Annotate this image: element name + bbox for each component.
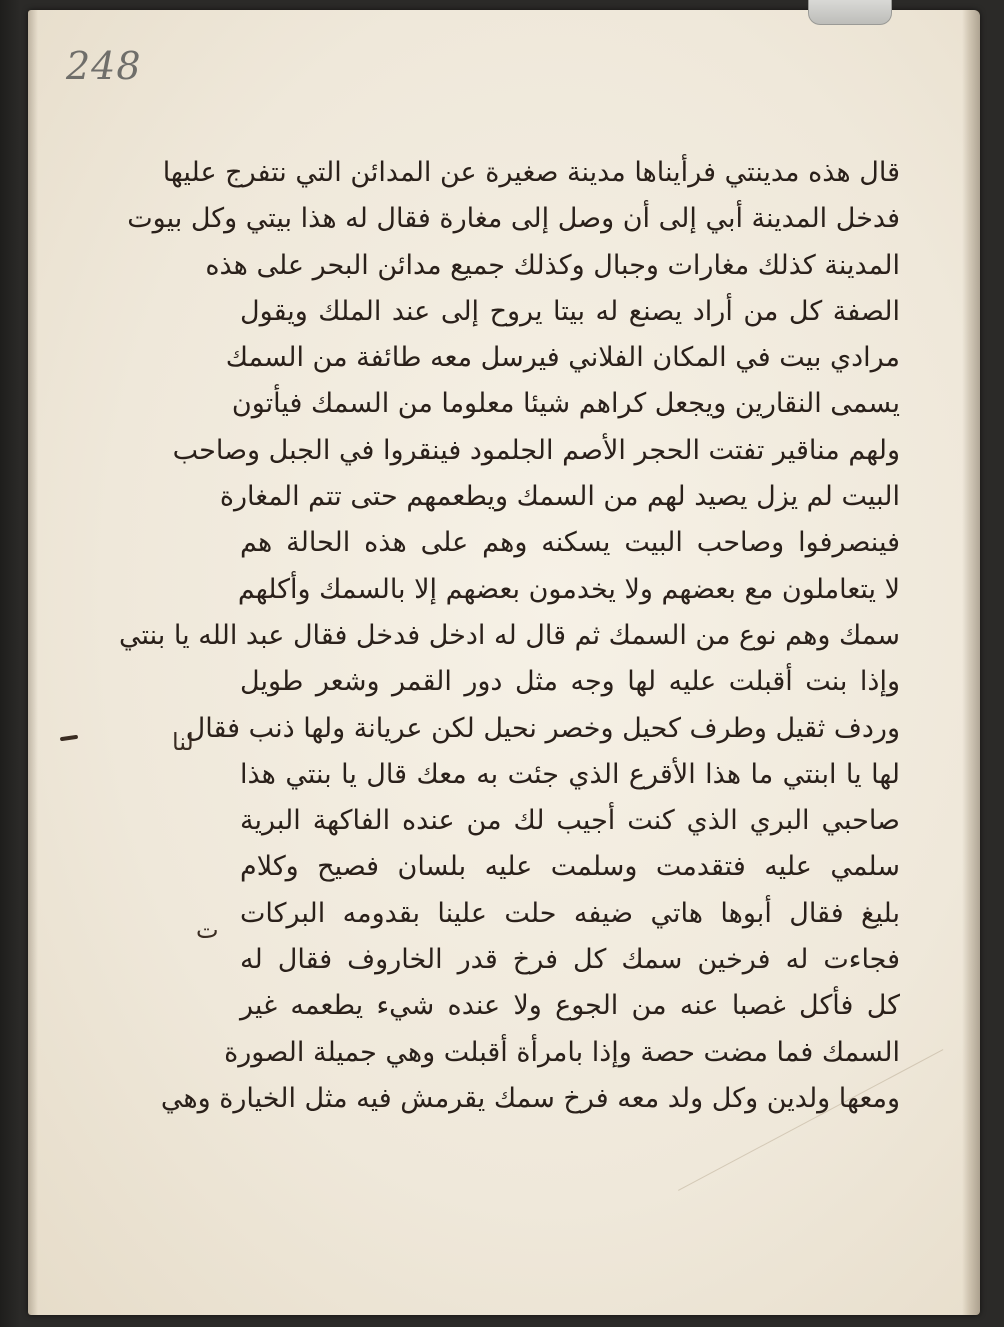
text-line: لها يا ابنتي ما هذا الأقرع الذي جئت به معك قال يا بنتي هذا bbox=[240, 758, 900, 790]
text-line: الصفة كل من أراد يصنع له بيتا يروح إلى عند الملك ويقول bbox=[240, 295, 900, 327]
text-line: بليغ فقال أبوها هاتي ضيفه حلت علينا بقدومه البركات bbox=[240, 897, 900, 929]
text-line: البيت لم يزل يصيد لهم من السمك ويطعمهم حتى تتم المغارة bbox=[219, 481, 900, 513]
text-line: المدينة كذلك مغارات وجبال وكذلك جميع مدائن البحر على هذه bbox=[205, 249, 900, 281]
folio-number: 248 bbox=[66, 44, 142, 88]
text-line: فجاءت له فرخين سمك كل فرخ قدر الخاروف فقال له bbox=[240, 944, 900, 976]
text-line: كل فأكل غصبا عنه من الجوع ولا عنده شيء يطعمه غير bbox=[240, 990, 900, 1022]
text-line: لا يتعاملون مع بعضهم ولا يخدمون بعضهم إلا بالسمك وأكلهم bbox=[237, 573, 900, 605]
text-line: فدخل المدينة أبي إلى أن وصل إلى مغارة فقال له هذا بيتي وكل بيوت bbox=[127, 203, 900, 235]
text-line: فينصرفوا وصاحب البيت يسكنه وهم على هذه الحالة هم bbox=[240, 527, 900, 559]
text-line: السمك فما مضت حصة وإذا بامرأة أقبلت وهي جميلة الصورة bbox=[224, 1036, 900, 1068]
margin-note: لنا bbox=[172, 728, 194, 756]
text-line: يسمى النقارين ويجعل كراهم شيئا معلوما من السمك فيأتون bbox=[231, 388, 900, 420]
binder-clip bbox=[808, 0, 892, 25]
margin-note: ت bbox=[196, 916, 219, 944]
text-line: سلمي عليه فتقدمت وسلمت عليه بلسان فصيح وكلام bbox=[240, 851, 900, 883]
spine-shadow bbox=[28, 10, 38, 1315]
text-line: سمك وهم نوع من السمك ثم قال له ادخل فدخل فقال عبد الله يا بنتي bbox=[118, 619, 900, 651]
text-line: صاحبي البري الذي كنت أجيب لك من عنده الفاكهة البرية bbox=[240, 805, 900, 837]
text-line: ولهم مناقير تفتت الحجر الأصم الجلمود فينقروا في الجبل وصاحب bbox=[172, 434, 900, 466]
text-line: ومعها ولدين وكل ولد معه فرخ سمك يقرمش فيه مثل الخيارة وهي bbox=[160, 1082, 900, 1114]
text-line: وردف ثقيل وطرف كحيل وخصر نحيل لكن عريانة ولها ذنب فقال bbox=[185, 712, 900, 744]
text-line: مرادي بيت في المكان الفلاني فيرسل معه طائفة من السمك bbox=[225, 342, 900, 374]
text-line: وإذا بنت أقبلت عليه لها وجه مثل دور القمر وشعر طويل bbox=[240, 666, 900, 698]
text-line: قال هذه مدينتي فرأيناها مدينة صغيرة عن المدائن التي نتفرج عليها bbox=[162, 157, 900, 188]
